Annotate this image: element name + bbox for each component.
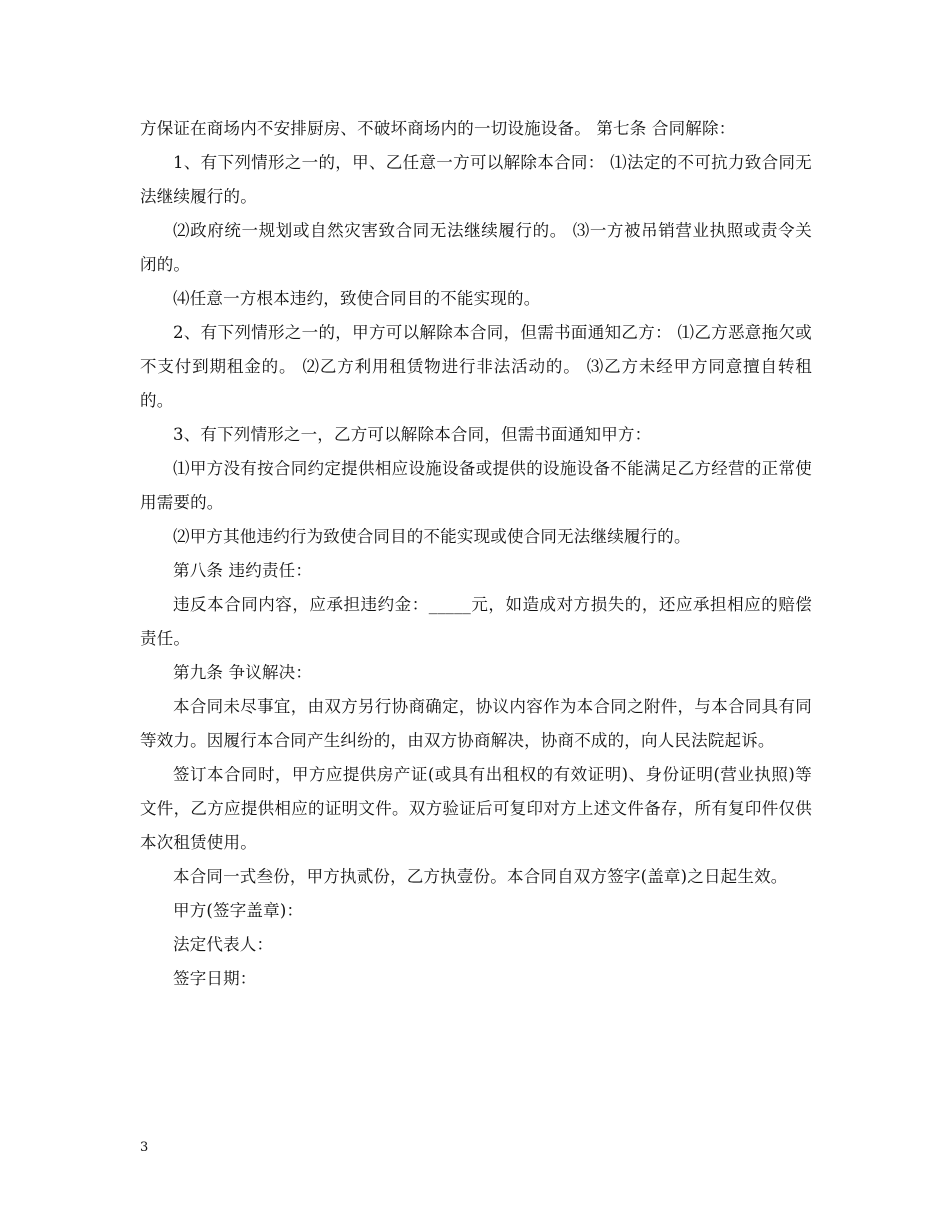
paragraph-termination-by-party-a: 2、有下列情形之一的，甲方可以解除本合同，但需书面通知乙方： ⑴乙方恶意拖欠或不支付到期租金的。 ⑵乙方利用租赁物进行非法活动的。 ⑶乙方未经甲方同意擅自转租的。 (140, 323, 812, 410)
signature-date: 签字日期： (173, 969, 257, 988)
paragraph-copies-and-effect: 本合同一式叁份，甲方执贰份，乙方执壹份。本合同自双方签字(盖章)之日起生效。 (173, 867, 788, 886)
paragraph-dispute-resolution: 本合同未尽事宜，由双方另行协商确定，协议内容作为本合同之附件，与本合同具有同等效力。因履行本合同产生纠纷的，由双方协商解决，协商不成的，向人民法院起诉。 (140, 697, 812, 750)
paragraph-termination-government-planning: ⑵政府统一规划或自然灾害致合同无法继续履行的。 ⑶一方被吊销营业执照或责令关闭的。 (140, 221, 812, 274)
paragraph-party-a-other-breach: ⑵甲方其他违约行为致使合同目的不能实现或使合同无法继续履行的。 (173, 527, 691, 546)
paragraph-liquidated-damages: 违反本合同内容，应承担违约金：_____元，如造成对方损失的，还应承担相应的赔偿责任。 (140, 595, 812, 648)
heading-article-9: 第九条 争议解决： (173, 663, 313, 682)
paragraph-kitchen-clause-and-article-7: 方保证在商场内不安排厨房、不破坏商场内的一切设施设备。 第七条 合同解除： (140, 119, 736, 138)
paragraph-required-documents: 签订本合同时，甲方应提供房产证(或具有出租权的有效证明)、身份证明(营业执照)等文件，乙方应提供相应的证明文件。双方验证后可复印对方上述文件备存，所有复印件仅供本次租赁使用。 (140, 765, 812, 852)
heading-article-8: 第八条 违约责任： (173, 561, 313, 580)
signature-party-a: 甲方(签字盖章)： (173, 901, 304, 920)
paragraph-termination-either-party: 1、有下列情形之一的，甲、乙任意一方可以解除本合同： ⑴法定的不可抗力致合同无法继续履行的。 (140, 153, 812, 206)
contract-body (140, 112, 812, 996)
signature-legal-representative: 法定代表人： (173, 935, 274, 954)
paragraph-termination-fundamental-breach: ⑷任意一方根本违约，致使合同目的不能实现的。 (173, 289, 541, 308)
paragraph-party-a-facilities: ⑴甲方没有按合同约定提供相应设施设备或提供的设施设备不能满足乙方经营的正常使用需要的。 (140, 459, 812, 512)
page-number: 3 (140, 1140, 149, 1155)
paragraph-termination-by-party-b: 3、有下列情形之一，乙方可以解除本合同，但需书面通知甲方： (173, 425, 652, 444)
